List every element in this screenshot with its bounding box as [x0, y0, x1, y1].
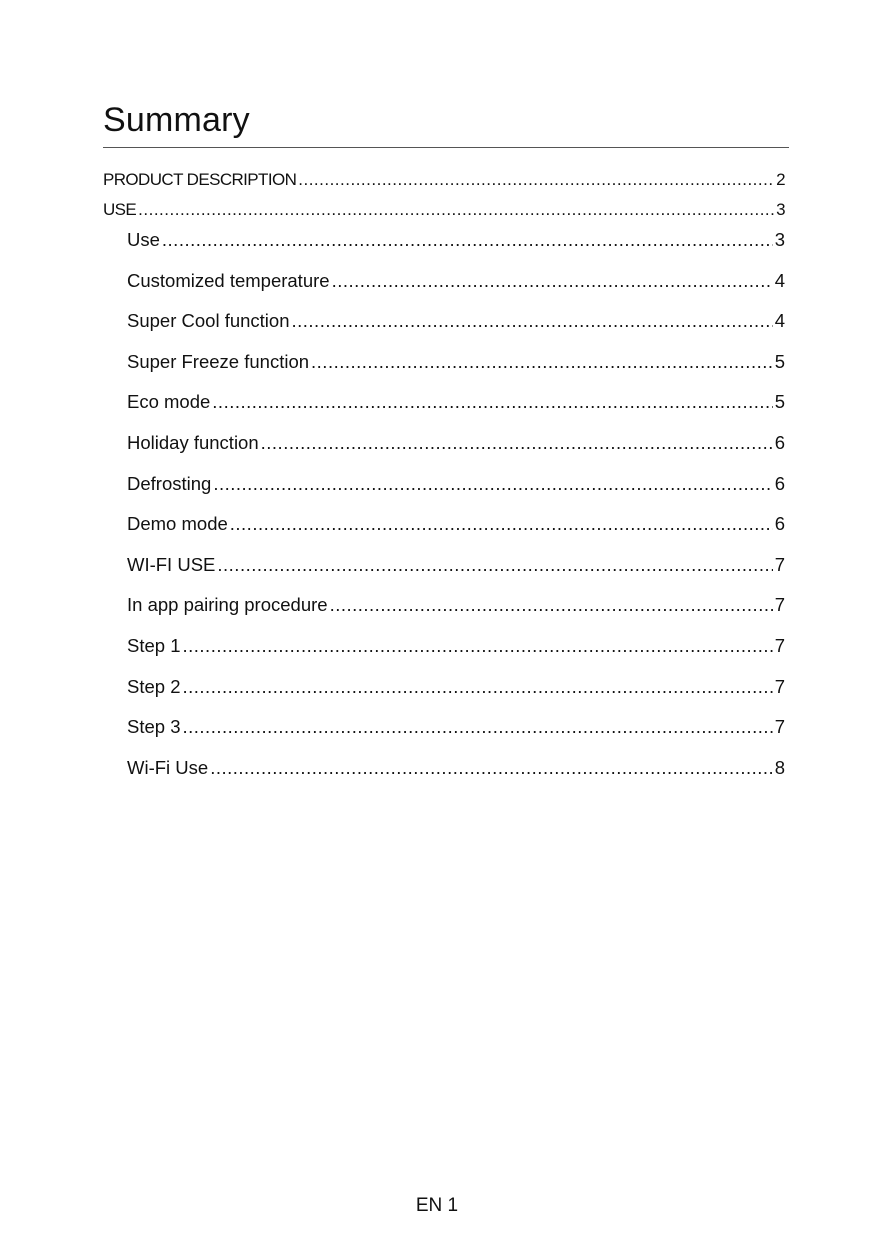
toc-dot-leader — [183, 673, 773, 701]
toc-entry-title: In app pairing procedure — [127, 594, 328, 615]
toc-entry-page: 7 — [774, 676, 785, 697]
toc-entry-customized-temperature[interactable] — [127, 267, 785, 295]
toc-dot-leader — [183, 713, 773, 741]
toc-entry-page: 4 — [774, 270, 785, 291]
title-divider — [103, 147, 789, 148]
toc-entry-title: Holiday function — [127, 432, 259, 453]
toc-dot-leader — [138, 197, 774, 223]
toc-entry-wifi-use-heading[interactable] — [127, 551, 785, 579]
toc-entry-wifi-use[interactable] — [127, 754, 785, 782]
toc-entry-step-3[interactable] — [127, 713, 785, 741]
toc-entry-title: Step 2 — [127, 676, 181, 697]
toc-entry-title: Step 3 — [127, 716, 181, 737]
toc-entry-title: Defrosting — [127, 473, 212, 494]
toc-entry-title: Super Freeze function — [127, 351, 310, 372]
toc-entry-step-1[interactable] — [127, 632, 785, 660]
toc-dot-leader — [292, 307, 773, 335]
toc-entry-page: 3 — [776, 200, 785, 219]
toc-entry-page: 7 — [774, 716, 785, 737]
toc-entry-page: 7 — [774, 594, 785, 615]
toc-entry-title: Step 1 — [127, 635, 181, 656]
toc-dot-leader — [217, 551, 772, 579]
toc-entry-in-app-pairing-procedure[interactable] — [127, 591, 785, 619]
toc-entry-page: 6 — [774, 473, 785, 494]
toc-entry-title: WI-FI USE — [127, 554, 216, 575]
toc-entry-holiday-function[interactable] — [127, 429, 785, 457]
toc-entry-product-description[interactable] — [103, 167, 785, 193]
toc-entry-use[interactable] — [127, 226, 785, 254]
toc-dot-leader — [162, 226, 773, 254]
toc-entry-title: PRODUCT DESCRIPTION — [103, 170, 297, 189]
toc-entry-page: 5 — [774, 351, 785, 372]
toc-dot-leader — [298, 167, 774, 193]
toc-dot-leader — [311, 348, 773, 376]
toc-entry-title: Super Cool function — [127, 310, 290, 331]
toc-entry-demo-mode[interactable] — [127, 510, 785, 538]
toc-entry-page: 5 — [774, 391, 785, 412]
toc-entry-page: 7 — [774, 635, 785, 656]
toc-dot-leader — [210, 754, 773, 782]
toc-entry-title: USE — [103, 200, 137, 219]
toc-entry-page: 3 — [774, 229, 785, 250]
toc-entry-page: 7 — [774, 554, 785, 575]
toc-entry-page: 2 — [776, 170, 785, 189]
toc-entry-page: 6 — [774, 432, 785, 453]
toc-entry-title: Use — [127, 229, 160, 250]
toc-entry-defrosting[interactable] — [127, 470, 785, 498]
toc-dot-leader — [212, 388, 772, 416]
toc-dot-leader — [330, 591, 773, 619]
toc-dot-leader — [261, 429, 773, 457]
toc-entry-use-section[interactable] — [103, 197, 785, 223]
toc-entry-super-cool-function[interactable] — [127, 307, 785, 335]
page-title: Summary — [103, 101, 250, 139]
toc-entry-title: Eco mode — [127, 391, 211, 412]
toc-entry-super-freeze-function[interactable] — [127, 348, 785, 376]
toc-dot-leader — [213, 470, 772, 498]
toc-entry-page: 6 — [774, 513, 785, 534]
toc-dot-leader — [230, 510, 773, 538]
toc-dot-leader — [183, 632, 773, 660]
toc-entry-title: Wi-Fi Use — [127, 757, 209, 778]
toc-entry-step-2[interactable] — [127, 673, 785, 701]
toc-entry-title: Demo mode — [127, 513, 228, 534]
toc-dot-leader — [332, 267, 773, 295]
toc-entry-eco-mode[interactable] — [127, 388, 785, 416]
toc-entry-title: Customized temperature — [127, 270, 330, 291]
toc-entry-page: 8 — [774, 757, 785, 778]
toc-entry-page: 4 — [774, 310, 785, 331]
page-footer-number: EN 1 — [415, 1195, 459, 1216]
